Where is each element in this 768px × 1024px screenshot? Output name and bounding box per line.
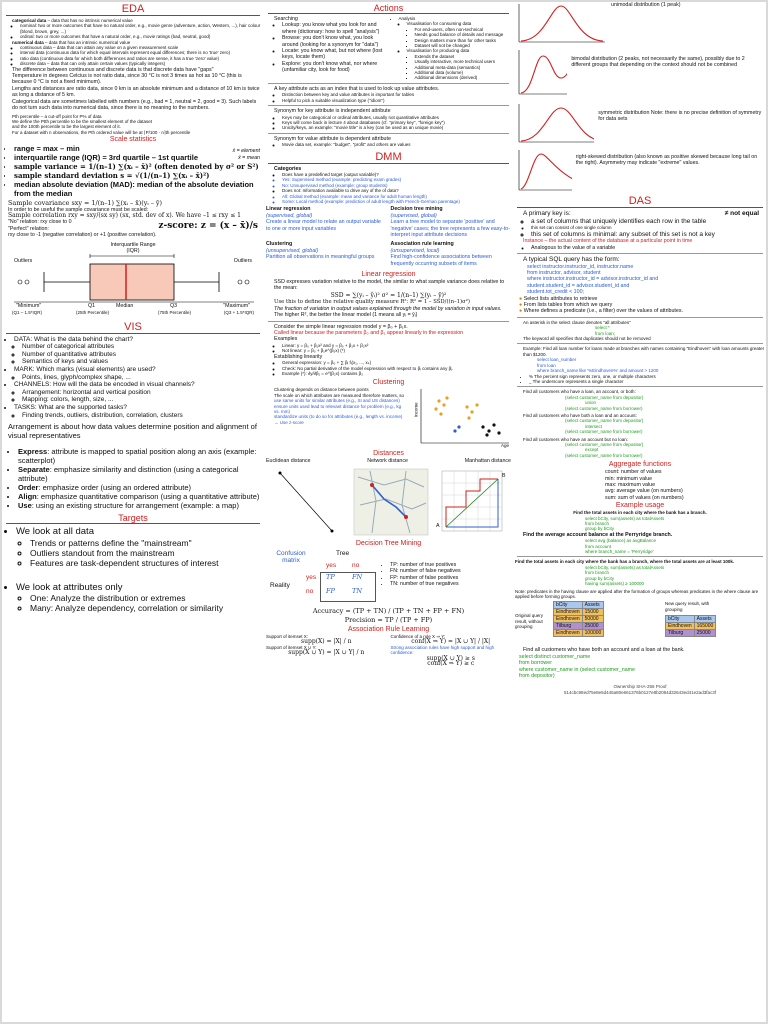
side-note: x̄ = element xyxy=(232,148,260,155)
targets-attributes xyxy=(4,582,262,614)
example-usage-title: Example usage xyxy=(615,502,665,510)
targets-all-data-head: • We look at all data ◦ Trends or patterns define the "mainstream" ◦ Outliers standout from the mainstream ◦ Features are task-dependent structures of interest xyxy=(16,526,262,568)
arl-section xyxy=(266,625,511,666)
analysis-list xyxy=(391,16,512,81)
sql-clause-legend: ● Select lists attributes to retrieve ● From lists tables from which we query ● Where defines a predicate (i.e., a filter) over the values of attributes. xyxy=(519,295,683,315)
linreg-consider: • Consider the simple linear regression model y = β₀ + β₁x. xyxy=(274,324,511,330)
lookup-item: ◦ Lookup: you know what you look for and where (dictionary: how to spell "analysis") xyxy=(282,22,387,35)
dmm-section xyxy=(266,151,511,268)
bimodal-text: bimodal distribution (2 peaks, not necessarily the same), possibly due to 2 different groups that depending on the context should not be combined xyxy=(571,56,745,69)
percentile-line: • Pth percentile – a cut-off point for P% of data xyxy=(12,114,262,119)
distances-section xyxy=(266,449,511,538)
maximum-label: "Maximum" xyxy=(223,302,250,309)
not-equal-note: ≠ not equal xyxy=(724,210,759,217)
support-label: Support of itemset X: xyxy=(266,633,309,639)
boxplot-figure xyxy=(4,242,262,320)
reality-label: Reality xyxy=(270,581,290,589)
having-question: Find the total assets in each city where the bank has a branch, where the total assets are at least 100k. xyxy=(515,559,735,565)
linreg-list: • SSD expresses variation relative to the model, the similar to what sample variance does relative to the mean: xyxy=(266,279,511,292)
set-ops: • Find all customers who have a loan, an account, or both: (select customer_name from depositor) union (select customer_name from borrower) • Find all customers who have both a loan and an account: (select customer_name from depositor) intersect (select customer_name from borrower) • Find all customers who have an account but no loan: (select customer_name from depositor) except (select customer_name from borrower) xyxy=(515,389,765,458)
like-example: • Example: Find all loan number for loans made at branches with names containing "Eindhoven" with loan amounts greater than $1200. xyxy=(523,346,765,357)
dtm-title: Decision Tree Mining xyxy=(355,539,422,547)
distances-title: Distances xyxy=(373,450,404,458)
ownership-proof-label: Ownership SHA-256 Proof xyxy=(613,684,667,690)
strong-rules-label: Strong association rules have high support and high confidence: xyxy=(390,644,495,656)
eda-ratio: ◦ ratio data (continuous data for which both differences and ratios are sense, it has a true 'zero' value) xyxy=(20,56,262,61)
tree-no: no xyxy=(352,561,360,569)
usage-2-question: • Find the average account balance at the Perryridge branch. xyxy=(523,532,765,538)
percentile-line: • We define the Ptth percentile to be the smallest element of the dataset xyxy=(12,119,262,124)
dist-unimodal xyxy=(515,2,765,46)
distances-svg xyxy=(266,465,511,539)
scale-side-notes xyxy=(232,148,260,161)
covariance-formula: Sample covariance sxy = 1/(n–1) ∑(xᵢ – x̄)(yᵢ – ȳ) xyxy=(8,199,163,208)
percent-note: • % The percent sign represents zero, one, or multiple characters xyxy=(529,374,765,379)
dmm-linear-regression: Linear regression (supervised, global) Create a linear model to relate an output variable to one or more input variables xyxy=(266,206,381,232)
usage-2-sql: select avg (balance) as avgBalance from account where branch_name = 'Perryridge' xyxy=(585,538,657,555)
cheat-sheet xyxy=(2,2,766,1022)
das-section xyxy=(515,195,765,695)
synonym-value: • Synonym for value attribute is dependent attribute ◦ Movie data set, example: "budget", "profit" and others are values xyxy=(266,136,511,148)
perfect-relation-detail: rxy close to -1 (negative correlation) or +1 (positive correlation). xyxy=(8,232,157,239)
primary-key-list: • A primary key is: ◦ a set of columns that uniquely identifies each row in the table ◦ this set can consist of one single column ◦ this set of columns is minimal: any subset of this set is not a key xyxy=(515,210,765,238)
eda-continuous: ◦ continuous data – data that can attain any value on a given measurement scale xyxy=(20,45,262,50)
cm-fn: FN xyxy=(352,572,363,581)
distributions-section xyxy=(515,2,765,194)
clustering-title: Clustering xyxy=(372,379,405,387)
scale-list xyxy=(4,144,262,198)
aggregate-list: count: number of values min: minimum value max: maximum value avg: average value (on numbers) sum: sum of values (on numbers) xyxy=(605,469,684,501)
search-head: • Searching ◦ Lookup: you know what you look for and where (dictionary: how to spell "analysis") ◦ Browse: you don't know what, you look around (looking for a synonym for "data") ◦ Locate: you know what, but not where (lost keys, locate them) ◦ Explore: you don't know what, nor where (unfamiliar city, look for food) xyxy=(274,16,387,74)
express-item: • Express: attribute is mapped to spatial position along an axis (example: scatterplot) xyxy=(18,447,262,465)
r2-fraction: • The fraction of variation in output values explained through the model by variation in input values. xyxy=(274,306,511,312)
skewed-curve xyxy=(515,148,572,194)
skewed-text: right-skewed distribution (also known as positive skewed because long tail on the right). Asymmetry may indicate "extreme" values. xyxy=(575,154,758,167)
targets-all-data xyxy=(4,526,262,568)
q3-sub: (75th Percentile) xyxy=(158,309,192,315)
tree-label: Tree xyxy=(336,549,350,557)
confusion-label: Confusion matrix xyxy=(276,549,306,565)
actions-title: Actions xyxy=(268,3,509,14)
linreg-title: Linear regression xyxy=(361,271,416,279)
iqr-formula: • interquartile range (IQR) = 3rd quartile – 1st quartile xyxy=(14,153,262,162)
confusion-legend: • TP: number of true positives • FN: number of false negatives • FP: number of false positives • TN: number of true negatives xyxy=(382,548,461,608)
dmm-clustering: Clustering (unsupervised, global) Partition all observations in meaningful groups xyxy=(266,241,375,261)
variance-formula: • sample variance = 1/(n–1) ∑(xᵢ – x̄)² (often denoted by σ² or S²) xyxy=(14,162,262,171)
confusion-matrix xyxy=(266,548,378,608)
distances-figure xyxy=(266,465,511,539)
reality-yes: yes xyxy=(306,573,317,581)
minimum-sub: (Q1 – 1.5*IQR) xyxy=(12,309,43,315)
table-caption-right: New query result, with grouping xyxy=(665,601,710,612)
q1-label: Q1 xyxy=(88,302,96,309)
minimum-label: "Minimum" xyxy=(16,302,42,309)
final-question: • Find all customers who have both an account and a loan at the bank. xyxy=(523,647,765,653)
accuracy-formula: Accuracy = (TP + TN) / (TP + TN + FP + FN) xyxy=(312,606,465,615)
percentile-line: • For a dataset with n observations, the Pth ordered value will be at ⌈P/100 · n⌉th percentile xyxy=(12,130,262,135)
arrangement-list xyxy=(4,447,262,510)
vis-items xyxy=(4,336,262,420)
aggregate-title: Aggregate functions xyxy=(608,461,672,469)
q1-sub: (25th Percentile) xyxy=(76,309,110,315)
cm-fp: FP xyxy=(326,586,335,595)
underscore-note: • _ The underscore represents a single character xyxy=(529,379,765,384)
mad-formula: • median absolute deviation (MAD): median of the absolute deviation from the median xyxy=(14,180,262,198)
table-caption-left: Original query result, without grouping xyxy=(515,613,544,630)
column-left xyxy=(4,2,262,1022)
scatter-xlabel: Age xyxy=(500,443,509,449)
scatter-ylabel: Income xyxy=(413,402,419,418)
outliers-label-right: Outliers xyxy=(233,257,252,264)
sd-formula: • sample standard deviation s = √(1/(n–1) ∑(xᵢ – x̄)²) xyxy=(14,171,262,180)
sql-example: select instructor.instructor_id, instructor.name from instructor, advisor, student where instructor.instructor_id = advisor.instructor_id and student.student_id = advisor.student_id and student.tot_credit < 100; xyxy=(527,263,659,296)
grouped-table: bCity Assets Eindhoven 165000 Tilburg 25000 xyxy=(665,615,716,637)
eda-title: EDA xyxy=(6,3,260,16)
maximum-sub: (Q3 + 1.5*IQR) xyxy=(223,309,254,315)
manhattan-point-a: A xyxy=(436,522,440,529)
search-list xyxy=(266,16,387,74)
clustering-section: Clustering • Clustering depends on distance between points • The scale on which attributes are measured therefore matters, so • use same units for similar attributes (e.g., SI and US distances) • ensure units used lead to relevant distance for problem (e.g., kg vs. mm) • standardize units (to do so for attributes (e.g., length vs. income) → Use z-score Income Age xyxy=(266,378,511,449)
use-item: • Use: using an existing structure for arrangement (example: a map) xyxy=(18,501,262,510)
vis-section xyxy=(4,321,262,511)
das-title: DAS xyxy=(517,195,763,208)
eda-percentile xyxy=(4,114,262,136)
support2-label: Support of itemset X ∪ Y: xyxy=(266,644,317,650)
range-formula: • range = max – min xyxy=(14,144,262,153)
asterisk-note: • An asterisk in the select clause denotes "all attributes" xyxy=(515,320,765,325)
arrangement-text: Arrangement is about how data values determine position and alignment of visual representatives xyxy=(8,422,257,441)
eda-interval: ◦ interval data (continuous data for which equal intervals represent equal differences; there is no 'true' zero) xyxy=(20,50,262,55)
ownership-proof-hash: 514cbc98ed75e8e5d445a80e661376b0127e8b2084d32643ed41e2ad3fac3f xyxy=(564,689,716,695)
support-formula: supp(X) = |X| / n xyxy=(301,638,352,646)
manhattan-label: Manhattan distance xyxy=(464,458,511,465)
eda-type-numerical: • numerical data – data that has an intrinsic numerical value ◦ continuous data – data that can attain any value on a given measurement scale ◦ interval data (continuous data for which equal intervals represent equal differences; there is no 'true' zero) ◦ ratio data (continuous data for which both differences and ratios are sense, it has a true 'zero' value) ◦ discrete data – data that can only attain certain values (typically integers) xyxy=(12,40,262,67)
explore-item: ◦ Explore: you don't know what, nor where (unfamiliar city, look for food) xyxy=(282,61,387,74)
targets-attrs-head: • We look at attributes only ◦ One: Analyze the distribution or extremes ◦ Many: Analyze dependency, correlation or similarity xyxy=(16,582,262,614)
confidence-label: Confidence of a rule X ⇒ Y: xyxy=(390,633,446,639)
like-sql: select loan_number from loan where branch_name like '%Eindhoven%' and amount > 1200 xyxy=(537,357,659,374)
eda-data-types xyxy=(4,18,262,67)
linreg-establishing: • Establishing linearity ◦ General expression: y = β₀ + ∑ βᵢ fᵢ(x₁, ..., xₖ) ◦ Check: No partial derivative of the model expression with respect to βᵢ contains any βⱼ. ◦ Example (*): ∂y/∂β₁ = e^(β₂x) contains β₂ xyxy=(274,354,511,377)
final-sql: select distinct customer_name from borrower where customer_name in (select customer_name from depositor) xyxy=(519,653,635,679)
cm-tp: TP xyxy=(326,572,335,581)
vis-title: VIS xyxy=(6,321,260,334)
dtm-section xyxy=(266,539,511,625)
dist-symmetric xyxy=(515,102,765,146)
unimodal-text: unimodal distribution (1 peak) xyxy=(611,2,681,8)
group-tables xyxy=(515,601,765,647)
manhattan-point-b: B xyxy=(502,472,506,479)
eda-section xyxy=(4,3,262,135)
dmm-title: DMM xyxy=(268,151,509,164)
order-item: • Order: emphasize order (using an ordered attribute) xyxy=(18,483,262,492)
key-attribute: • A key attribute acts as an index that is used to look up value attributes. ◦ Distinction between key and value attributes is important for tables ◦ Helpful to pick a suitable visualization type ("idiom") xyxy=(266,86,511,103)
eda-ordinal: ◦ ordinal: two or more outcomes that have a natural order, e.g., movie ratings (bad, neutral, good) xyxy=(20,34,262,39)
eda-bullet: • The difference between continuous and discrete data is that discrete data have "gaps" xyxy=(12,67,262,73)
strong-rule-1: supp(X ∪ Y) ≥ s xyxy=(426,654,475,662)
locate-item: ◦ Locate: you know what, but not where (lost keys, locate them) xyxy=(282,48,387,61)
no-relation-note: "No" relation: rxy close to 0 xyxy=(8,219,72,226)
ssd-formula: SSD = ∑(yᵢ – ŷᵢ)² σ² = 1/(n–1) ∑(yᵢ – ȳ)² xyxy=(330,291,447,299)
targets-section xyxy=(4,513,262,613)
strong-rule-2: conf(X ⇒ Y) ≥ c xyxy=(427,659,475,667)
bimodal-curve xyxy=(515,48,567,98)
eda-bullet: • Temperature in degrees Celcius is not ratio data, since 30 °C is not 3 times as hot as 10 °C (this is because 0 °C is not a fixed minimum). xyxy=(12,73,262,86)
scale-section xyxy=(4,135,262,319)
precision-formula: Precision = TP / (TP + FP) xyxy=(344,616,433,625)
eda-nominal: ◦ nominal: two or more outcomes that have no natural order, e.g., movie genre (adventure, action, Western, ...), hair colour (blond, brown, grey, ...) xyxy=(20,23,262,34)
dmm-association: Association rule learning (unsupervised, local) Find high-confidence associations between frequently occurring subsets of items xyxy=(390,241,492,267)
iqr-label: Interquartile Range xyxy=(110,241,156,248)
percentile-line: • and the 100th percentile to be the largest element of it. xyxy=(12,124,262,129)
linreg-examples: • Examples ◦ Linear: y = β₀ + β₁x² and y = β₀ + β₁x + β₂x² ◦ Not linear: y = β₀ + β₁e^(β₂x) (*) xyxy=(274,336,511,353)
covariance-block xyxy=(4,198,262,238)
ungrouped-table: bCity Assets Eindhoven 15000 Eindhoven 50000 Tilburg 25000 Eindhoven 100000 xyxy=(553,601,604,637)
arl-title: Association Rule Learning xyxy=(347,625,430,633)
network-label: Network distance xyxy=(367,458,408,465)
eda-type-categorical: • categorical data – data that has no intrinsic numerical value ◦ nominal: two or more outcomes that have no natural order, e.g., movie genre (adventure, action, Western, ...), hair colour (blond, brown, grey, ...) ◦ ordinal: two or more outcomes that have a natural order, e.g., movie ratings (bad, neutral, good) xyxy=(12,18,262,40)
having-sql: select bCity, sum(assets) as totalAssets from branch group by bCity having sum(assets) ≥ 100000 xyxy=(585,564,665,587)
eda-bullet: • Lengths and distances are ratio data, since 0 km is an absolute minimum and a distance of 10 km is twice as long a distance of 5 km. xyxy=(12,86,262,99)
vis-item-tasks: • TASKS: What are the supported tasks? ◦ Finding trends, outliers, distribution, correlation, clusters xyxy=(14,404,262,419)
covariance-note: In order to be useful the sample covariance must be scaled: xyxy=(8,206,149,213)
align-item: • Align: emphasize quantitative comparison (using a quantitative attribute) xyxy=(18,492,262,501)
unimodal-curve xyxy=(515,2,607,46)
usage-1-question: Find the total assets in each city where the bank has a branch. xyxy=(573,510,707,516)
correlation-formula: Sample correlation rxy = sxy/(sx sy) (sx, std. dev of x). We have –1 ≤ rxy ≤ 1 xyxy=(8,211,241,219)
eda-discrete: ◦ discrete data – data that can only attain certain values (typically integers) xyxy=(20,61,262,66)
vis-item-data: • DATA: What is the data behind the chart? ◦ Number of categorical attributes ◦ Number of quantitative attributes ◦ Semantics of keys and values xyxy=(14,336,262,366)
linreg-section xyxy=(266,270,511,376)
scale-title: Scale statistics xyxy=(109,136,157,144)
vis-item-mark: • MARK: Which marks (visual elements) are used? ◦ Points, lines, glyph/complex shape, ... xyxy=(14,366,262,381)
euclid-label: Euclidean distance xyxy=(266,458,311,465)
perfect-relation-note: "Perfect" relation: xyxy=(8,225,49,232)
outliers-label-left: Outliers xyxy=(14,257,33,264)
dmm-decision-tree: Decision tree mining (supervised, global) Learn a tree model to separate 'positive' and 'negative' cases; the tree represents a few easy-to-interpret input attribute decisions xyxy=(390,206,510,238)
zscore-formula: z-score: z = (x – x̄)/s xyxy=(158,220,258,231)
r2-higher: • The higher R², the better the linear model (1 means all yᵢ = ŷᵢ) xyxy=(274,312,511,318)
sql-form-label: • A typical SQL query has the form: xyxy=(523,256,765,264)
q3-label: Q3 xyxy=(170,302,178,309)
vis-item-channels: • CHANNELS: How will the data be encoded in visual channels? ◦ Arrangement: horizontal and vertical position ◦ Mapping: colors, length, size, ... xyxy=(14,381,262,404)
targets-title: Targets xyxy=(6,513,260,524)
support2-formula: supp(X ∪ Y) = |X ∪ Y| / n xyxy=(288,649,365,657)
side-note: x̄ = mean xyxy=(238,154,260,161)
tree-yes: yes xyxy=(326,561,337,569)
dist-skewed xyxy=(515,148,765,194)
actions-section xyxy=(266,3,511,148)
dist-bimodal xyxy=(515,48,765,100)
usage-1-sql: select bCity, sum(assets) as totalAssets from branch group by bCity xyxy=(585,515,665,532)
symmetric-curve xyxy=(515,102,594,146)
clustering-scatter-svg xyxy=(411,387,511,449)
symmetric-text: symmetric distribution Note: there is no precise definition of symmetry for data sets xyxy=(598,110,762,123)
synonym-key: • Synonym for key attribute is independent attribute ◦ Keys may be categorical or ordinal attributes, usually not quantitative attributes ◦ Keys will come back in lecture 4 about databases (cf. "primary key", "foreign key") ◦ Unicity/keys, an example: "movie title" is a key (can be used as an unique movie) xyxy=(266,108,511,131)
separate-item: • Separate: emphasize similarity and distinction (using a categorical attribute) xyxy=(18,465,262,483)
having-note: Note: predicates in the having clause are applied after the formation of groups whereas predicates in the where clause are applied before forming groups. xyxy=(515,588,759,599)
column-right xyxy=(515,2,765,1022)
iqr-sub: (IQR) xyxy=(126,247,140,254)
column-middle xyxy=(266,2,511,1022)
eda-bullet: • Categorical data are sometimes labelled with numbers (e.g., bad = 1, neutral = 2, good = 3). Such labels do not turn such data into numerical data, since there is no meaning to the numbers. xyxy=(12,99,262,112)
confidence-formula: conf(X ⇒ Y) = |X ∪ Y| / |X| xyxy=(411,638,491,646)
reality-no: no xyxy=(306,587,314,595)
cm-tn: TN xyxy=(352,586,363,595)
keyword-all-note: • The keyword all specifies that duplicates should not be removed xyxy=(523,336,765,341)
clustering-scatter xyxy=(411,387,511,449)
instance-note: • Instance – the actual content of the database at a particular point in time ◦ Analogous to the value of a variable xyxy=(515,238,765,251)
browse-item: ◦ Browse: you don't know what, you look around (looking for a synonym for "data") xyxy=(282,35,387,48)
analysis-head: • Analysis ◦ Visualisation for consuming data ▪ For end-users, often non-technical ▪ Needs good balance of details and message ▪ Design matters more than for other tasks ▪ Dataset will not be changed ◦ Visualisation for producing data ▪ Extends the dataset ▪ Usually interactive, more technical users ▪ Additional meta-data (semantics) ▪ Additional data (volume) ▪ Additional dimensions (derived) xyxy=(399,16,512,81)
median-label: Median xyxy=(116,302,134,309)
dmm-categories: • Categories ◦ Does have a predefined target (output variable)? ◦ Yes: Supervised method (example: predicting exam grades) ◦ No: Unsupervised method (example: group students) ◦ Does not: Information available to drive any of the of data? ◦ All: Global method (example: mean and variance for adult human length) ◦ Some: Local method (example: prediction of adult length with French-German parentage) xyxy=(266,166,511,205)
linreg-called: • Called linear because the parameters β₀ and β₁ appear linearly in the expression xyxy=(274,330,511,336)
eda-bullets xyxy=(4,67,262,112)
r2-formula: • Use this to define the relative quality measure R²: R² = 1 – SSD/((n–1)σ²) xyxy=(274,299,511,305)
asterisk-sql: select * from loan; xyxy=(595,325,616,336)
